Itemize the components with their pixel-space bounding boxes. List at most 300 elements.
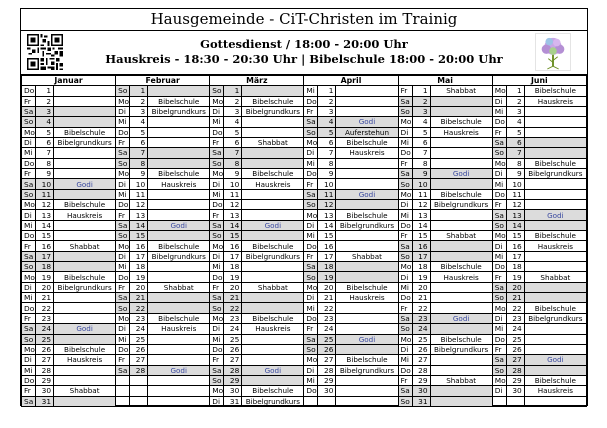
day-number-cell: 2 [506, 96, 524, 106]
calendar-row [22, 396, 587, 406]
weekday-cell: Fr [398, 86, 412, 96]
day-number-cell: 10 [318, 179, 336, 189]
day-number-cell: 3 [412, 106, 430, 116]
event-cell [524, 127, 586, 137]
weekday-cell: So [210, 231, 224, 241]
weekday-cell: Do [22, 303, 36, 313]
event-cell [524, 179, 586, 189]
day-number-cell: 24 [318, 324, 336, 334]
day-number-cell: 30 [506, 386, 524, 396]
day-number-cell: 22 [36, 303, 54, 313]
weekday-cell: Mo [398, 334, 412, 344]
event-cell [242, 210, 304, 220]
day-number-cell: 12 [130, 200, 148, 210]
weekday-cell: Do [492, 189, 506, 199]
event-cell [148, 210, 210, 220]
day-number-cell: 11 [318, 189, 336, 199]
event-cell: Bibelgrundkurs [430, 200, 492, 210]
event-cell: Godi [148, 220, 210, 230]
event-cell [430, 396, 492, 406]
event-cell [242, 303, 304, 313]
day-number-cell: 6 [318, 137, 336, 147]
day-number-cell: 13 [412, 210, 430, 220]
month-header: März [210, 76, 304, 86]
weekday-cell: Fr [210, 355, 224, 365]
event-cell: Bibelschule [336, 137, 398, 147]
event-cell: Bibelschule [336, 282, 398, 292]
event-cell: Hauskreis [148, 324, 210, 334]
event-cell [242, 117, 304, 127]
empty-cell [148, 375, 210, 385]
weekday-cell: Di [210, 324, 224, 334]
day-number-cell: 26 [506, 344, 524, 354]
day-number-cell: 10 [36, 179, 54, 189]
day-number-cell: 21 [318, 293, 336, 303]
calendar-row [22, 137, 587, 147]
weekday-cell: Fr [210, 282, 224, 292]
day-number-cell: 11 [36, 189, 54, 199]
weekday-cell: Mi [492, 179, 506, 189]
event-cell [524, 117, 586, 127]
event-cell [148, 117, 210, 127]
weekday-cell: Di [304, 293, 318, 303]
calendar-row [22, 200, 587, 210]
weekday-cell: Do [22, 231, 36, 241]
schedule-info [21, 31, 587, 75]
event-cell [430, 386, 492, 396]
day-number-cell: 17 [224, 251, 242, 261]
day-number-cell: 29 [36, 375, 54, 385]
weekday-cell: Do [116, 200, 130, 210]
event-cell [336, 179, 398, 189]
weekday-cell: Di [116, 106, 130, 116]
weekday-cell: Do [116, 272, 130, 282]
calendar-row [22, 231, 587, 241]
weekday-cell: Sa [116, 220, 130, 230]
day-number-cell: 26 [318, 344, 336, 354]
event-cell: Bibelgrundkurs [148, 251, 210, 261]
day-number-cell: 5 [224, 127, 242, 137]
event-cell [430, 251, 492, 261]
event-cell: Bibelgrundkurs [336, 365, 398, 375]
day-number-cell: 18 [224, 262, 242, 272]
day-number-cell: 29 [224, 375, 242, 385]
event-cell [430, 293, 492, 303]
weekday-cell: Sa [398, 241, 412, 251]
event-cell: Bibelgrundkurs [524, 313, 586, 323]
weekday-cell: Mi [116, 117, 130, 127]
day-number-cell: 27 [224, 355, 242, 365]
event-cell: Bibelschule [242, 386, 304, 396]
weekday-cell: Do [304, 96, 318, 106]
event-cell: Bibelgrundkurs [54, 282, 116, 292]
weekday-cell: Mi [304, 158, 318, 168]
day-number-cell: 21 [506, 293, 524, 303]
day-number-cell: 25 [318, 334, 336, 344]
weekday-cell: Mo [116, 241, 130, 251]
day-number-cell: 19 [36, 272, 54, 282]
weekday-cell: Mo [22, 272, 36, 282]
day-number-cell: 11 [412, 189, 430, 199]
day-number-cell: 11 [130, 189, 148, 199]
weekday-cell: Mo [210, 169, 224, 179]
weekday-cell: So [398, 106, 412, 116]
calendar-row [22, 117, 587, 127]
day-number-cell: 25 [36, 334, 54, 344]
day-number-cell: 13 [36, 210, 54, 220]
weekday-cell: Sa [398, 169, 412, 179]
day-number-cell: 27 [412, 355, 430, 365]
calendar-sheet [20, 8, 588, 406]
event-cell [336, 313, 398, 323]
weekday-cell: So [22, 189, 36, 199]
weekday-cell: Fr [116, 282, 130, 292]
event-cell [54, 303, 116, 313]
event-cell: Godi [430, 169, 492, 179]
empty-cell [318, 396, 336, 406]
day-number-cell: 10 [130, 179, 148, 189]
day-number-cell: 20 [412, 282, 430, 292]
day-number-cell: 29 [506, 375, 524, 385]
weekday-cell: Fr [22, 96, 36, 106]
event-cell: Auferstehun [336, 127, 398, 137]
weekday-cell: Mi [116, 334, 130, 344]
weekday-cell: So [210, 86, 224, 96]
weekday-cell: So [398, 324, 412, 334]
weekday-cell: Mo [22, 127, 36, 137]
event-cell [242, 334, 304, 344]
event-cell [54, 106, 116, 116]
day-number-cell: 6 [224, 137, 242, 147]
day-number-cell: 13 [224, 210, 242, 220]
event-cell [148, 355, 210, 365]
weekday-cell: Fr [304, 106, 318, 116]
day-number-cell: 25 [224, 334, 242, 344]
event-cell [242, 355, 304, 365]
empty-cell [524, 396, 586, 406]
event-cell [430, 303, 492, 313]
day-number-cell: 4 [130, 117, 148, 127]
weekday-cell: Mo [398, 262, 412, 272]
event-cell: Godi [54, 179, 116, 189]
calendar-row [22, 355, 587, 365]
weekday-cell: Fr [116, 137, 130, 147]
day-number-cell: 14 [506, 220, 524, 230]
weekday-cell: Sa [492, 137, 506, 147]
day-number-cell: 14 [36, 220, 54, 230]
event-cell: Bibelgrundkurs [336, 220, 398, 230]
event-cell: Bibelschule [54, 127, 116, 137]
event-cell [430, 220, 492, 230]
day-number-cell: 1 [36, 86, 54, 96]
event-cell [524, 334, 586, 344]
day-number-cell: 4 [412, 117, 430, 127]
day-number-cell: 15 [506, 231, 524, 241]
day-number-cell: 23 [318, 313, 336, 323]
event-cell: Godi [430, 313, 492, 323]
day-number-cell: 29 [318, 375, 336, 385]
day-number-cell: 1 [224, 86, 242, 96]
event-cell: Shabbat [430, 375, 492, 385]
event-cell: Godi [54, 324, 116, 334]
day-number-cell: 5 [130, 127, 148, 137]
weekday-cell: Sa [116, 365, 130, 375]
event-cell: Hauskreis [336, 293, 398, 303]
calendar-row [22, 365, 587, 375]
weekday-cell: Fr [304, 324, 318, 334]
event-cell: Shabbat [524, 272, 586, 282]
weekday-cell: So [492, 293, 506, 303]
day-number-cell: 16 [318, 241, 336, 251]
day-number-cell: 6 [36, 137, 54, 147]
weekday-cell: Mo [210, 241, 224, 251]
event-cell: Shabbat [336, 251, 398, 261]
empty-cell [130, 396, 148, 406]
event-cell [54, 293, 116, 303]
event-cell [336, 106, 398, 116]
weekday-cell: Fr [116, 355, 130, 365]
day-number-cell: 31 [36, 396, 54, 406]
event-cell: Shabbat [54, 241, 116, 251]
event-cell [242, 344, 304, 354]
weekday-cell: Sa [492, 355, 506, 365]
weekday-cell: Do [210, 127, 224, 137]
page-title: Hausgemeinde - CiT-Christen im Trainig [21, 9, 587, 31]
event-cell: Bibelschule [430, 189, 492, 199]
month-header: Juni [492, 76, 586, 86]
day-number-cell: 4 [318, 117, 336, 127]
event-cell [336, 386, 398, 396]
weekday-cell: So [492, 365, 506, 375]
weekday-cell: Sa [210, 148, 224, 158]
day-number-cell: 8 [318, 158, 336, 168]
event-cell [524, 148, 586, 158]
calendar-row [22, 148, 587, 158]
event-cell [430, 137, 492, 147]
day-number-cell: 16 [36, 241, 54, 251]
calendar-row [22, 241, 587, 251]
event-cell [242, 231, 304, 241]
weekday-cell: Do [398, 220, 412, 230]
weekday-cell: Mo [210, 96, 224, 106]
event-cell [54, 365, 116, 375]
day-number-cell: 2 [36, 96, 54, 106]
event-cell [54, 117, 116, 127]
service-times: Gottesdienst / 18:00 - 20:00 Uhr [200, 37, 408, 51]
day-number-cell: 1 [130, 86, 148, 96]
day-number-cell: 6 [412, 137, 430, 147]
event-cell: Bibelschule [524, 231, 586, 241]
day-number-cell: 9 [506, 169, 524, 179]
event-cell [54, 220, 116, 230]
calendar-row [22, 86, 587, 96]
event-cell: Bibelschule [148, 169, 210, 179]
day-number-cell: 17 [318, 251, 336, 261]
day-number-cell: 14 [130, 220, 148, 230]
weekday-cell: Mo [398, 189, 412, 199]
weekday-cell: Sa [304, 334, 318, 344]
event-cell: Bibelgrundkurs [430, 344, 492, 354]
day-number-cell: 2 [224, 96, 242, 106]
weekday-cell: So [22, 262, 36, 272]
day-number-cell: 18 [506, 262, 524, 272]
day-number-cell: 26 [36, 344, 54, 354]
weekday-cell: Di [304, 148, 318, 158]
day-number-cell: 19 [130, 272, 148, 282]
event-cell: Hauskreis [430, 127, 492, 137]
weekday-cell: So [22, 334, 36, 344]
day-number-cell: 5 [412, 127, 430, 137]
day-number-cell: 20 [224, 282, 242, 292]
weekday-cell: Di [22, 355, 36, 365]
calendar-row [22, 313, 587, 323]
empty-cell [304, 396, 318, 406]
event-cell [430, 158, 492, 168]
day-number-cell: 9 [412, 169, 430, 179]
event-cell: Shabbat [148, 282, 210, 292]
day-number-cell: 23 [224, 313, 242, 323]
event-cell: Shabbat [242, 137, 304, 147]
empty-cell [116, 375, 130, 385]
weekday-cell: So [492, 148, 506, 158]
event-cell [336, 169, 398, 179]
weekday-cell: Mi [22, 293, 36, 303]
weekday-cell: Do [210, 344, 224, 354]
day-number-cell: 23 [412, 313, 430, 323]
weekday-cell: Sa [398, 313, 412, 323]
event-cell [336, 158, 398, 168]
event-cell [336, 375, 398, 385]
day-number-cell: 24 [36, 324, 54, 334]
day-number-cell: 26 [224, 344, 242, 354]
day-number-cell: 4 [36, 117, 54, 127]
event-cell: Bibelschule [242, 96, 304, 106]
day-number-cell: 31 [412, 396, 430, 406]
event-cell: Bibelschule [54, 344, 116, 354]
event-cell: Bibelschule [242, 313, 304, 323]
day-number-cell: 14 [412, 220, 430, 230]
day-number-cell: 22 [318, 303, 336, 313]
event-cell: Bibelschule [524, 86, 586, 96]
day-number-cell: 13 [318, 210, 336, 220]
day-number-cell: 16 [224, 241, 242, 251]
weekday-cell: Di [210, 251, 224, 261]
weekday-cell: Mo [304, 137, 318, 147]
weekday-cell: Di [492, 313, 506, 323]
group-times: Hauskreis - 18:30 - 20:30 Uhr | Bibelschule 18:00 - 20:00 Uhr [105, 52, 503, 66]
day-number-cell: 3 [224, 106, 242, 116]
event-cell [54, 334, 116, 344]
event-cell: Godi [242, 365, 304, 375]
weekday-cell: Mi [22, 148, 36, 158]
event-cell [54, 158, 116, 168]
day-number-cell: 27 [36, 355, 54, 365]
weekday-cell: Mi [210, 117, 224, 127]
event-cell [54, 169, 116, 179]
event-cell: Godi [242, 220, 304, 230]
weekday-cell: Do [492, 262, 506, 272]
day-number-cell: 17 [506, 251, 524, 261]
day-number-cell: 19 [224, 272, 242, 282]
calendar-row [22, 293, 587, 303]
event-cell: Godi [336, 117, 398, 127]
event-cell: Hauskreis [148, 179, 210, 189]
weekday-cell: Di [210, 396, 224, 406]
day-number-cell: 27 [130, 355, 148, 365]
day-number-cell: 16 [506, 241, 524, 251]
event-cell [54, 396, 116, 406]
weekday-cell: So [22, 117, 36, 127]
day-number-cell: 18 [130, 262, 148, 272]
event-cell: Bibelschule [242, 169, 304, 179]
event-cell [242, 158, 304, 168]
event-cell [242, 127, 304, 137]
weekday-cell: Sa [304, 262, 318, 272]
day-number-cell: 1 [506, 86, 524, 96]
weekday-cell: Fr [492, 272, 506, 282]
event-cell: Hauskreis [54, 355, 116, 365]
event-cell [336, 96, 398, 106]
day-number-cell: 9 [318, 169, 336, 179]
event-cell [54, 148, 116, 158]
calendar-row [22, 386, 587, 396]
event-cell [148, 86, 210, 96]
event-cell [242, 200, 304, 210]
calendar-row [22, 272, 587, 282]
event-cell: Bibelgrundkurs [242, 251, 304, 261]
empty-cell [130, 386, 148, 396]
weekday-cell: Do [398, 293, 412, 303]
event-cell [336, 241, 398, 251]
weekday-cell: Sa [22, 396, 36, 406]
weekday-cell: Mi [210, 334, 224, 344]
event-cell [336, 86, 398, 96]
day-number-cell: 15 [412, 231, 430, 241]
event-cell [430, 282, 492, 292]
event-cell [430, 210, 492, 220]
event-cell: Hauskreis [336, 148, 398, 158]
weekday-cell: Sa [22, 324, 36, 334]
day-number-cell: 28 [36, 365, 54, 375]
day-number-cell: 30 [224, 386, 242, 396]
event-cell [524, 137, 586, 147]
event-cell: Godi [524, 355, 586, 365]
weekday-cell: Di [22, 210, 36, 220]
day-number-cell: 23 [36, 313, 54, 323]
day-number-cell: 9 [130, 169, 148, 179]
empty-cell [116, 396, 130, 406]
day-number-cell: 20 [506, 282, 524, 292]
weekday-cell: Mi [492, 106, 506, 116]
weekday-cell: Do [22, 86, 36, 96]
event-cell [148, 137, 210, 147]
month-header: Januar [22, 76, 116, 86]
day-number-cell: 8 [224, 158, 242, 168]
day-number-cell: 24 [506, 324, 524, 334]
weekday-cell: Sa [398, 386, 412, 396]
day-number-cell: 3 [130, 106, 148, 116]
calendar-row [22, 210, 587, 220]
day-number-cell: 8 [506, 158, 524, 168]
weekday-cell: Di [304, 365, 318, 375]
event-cell: Bibelschule [524, 375, 586, 385]
day-number-cell: 29 [412, 375, 430, 385]
day-number-cell: 8 [412, 158, 430, 168]
day-number-cell: 3 [318, 106, 336, 116]
weekday-cell: Mi [304, 86, 318, 96]
event-cell [524, 324, 586, 334]
weekday-cell: Mo [22, 200, 36, 210]
